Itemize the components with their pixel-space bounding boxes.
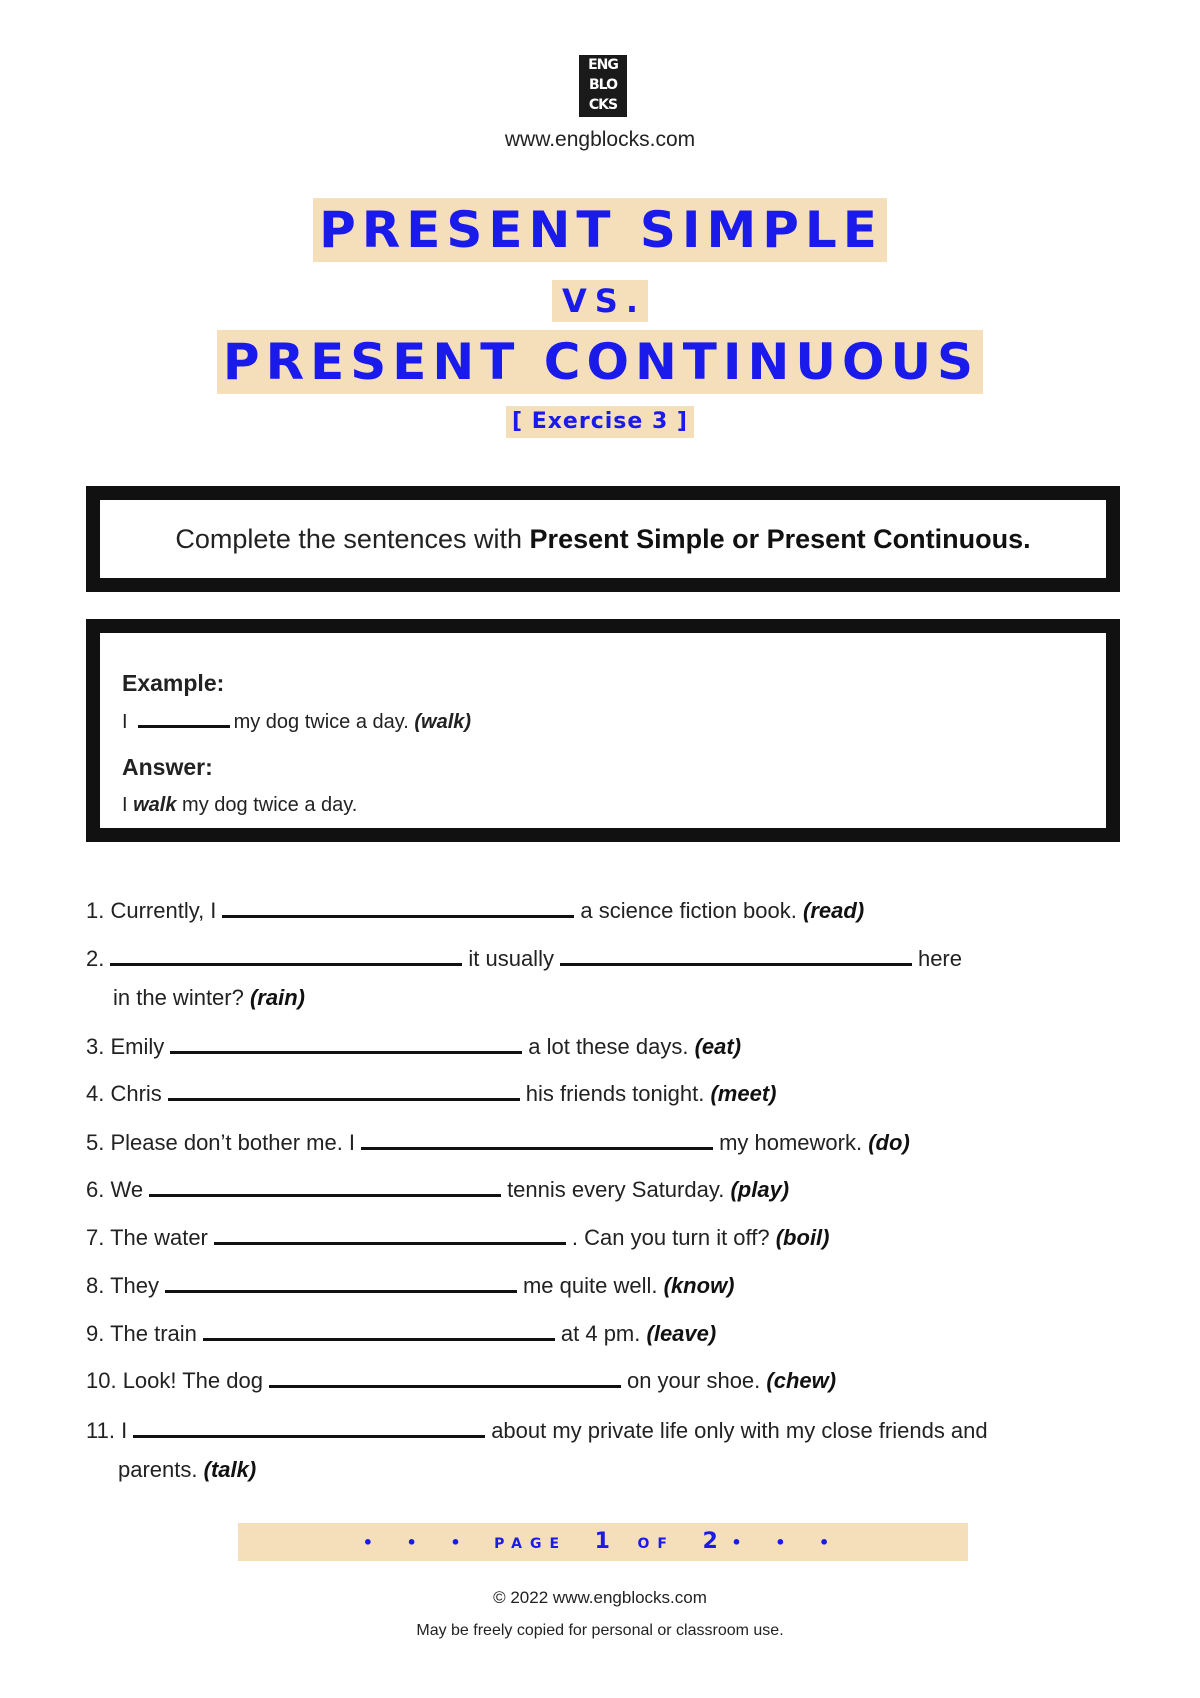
title-line-1: PRESENT SIMPLE xyxy=(313,198,887,262)
answer-blank[interactable] xyxy=(203,1318,555,1341)
pager-dots-left: • • • xyxy=(362,1533,475,1552)
item-text-before: 10. Look! The dog xyxy=(86,1368,263,1393)
verb-hint: (leave) xyxy=(646,1321,717,1346)
verb-hint: (play) xyxy=(730,1177,790,1202)
exercise-item-1 xyxy=(86,895,1126,926)
item-text-before: 1. Currently, I xyxy=(86,898,217,923)
answer-blank[interactable] xyxy=(168,1078,520,1101)
answer-blank[interactable] xyxy=(269,1365,621,1388)
exercise-item-11-continuation xyxy=(118,1455,256,1485)
verb-hint: (rain) xyxy=(249,985,305,1010)
answer-start: I xyxy=(122,794,128,816)
pager-page-label: PAGE xyxy=(494,1536,568,1552)
item-text-before: 4. Chris xyxy=(86,1081,162,1106)
item-text-before: 5. Please don’t bother me. I xyxy=(86,1130,356,1155)
item-text-after: at 4 pm. xyxy=(560,1321,641,1346)
item-text-before: 8. They xyxy=(86,1273,159,1298)
item-text-before: 9. The train xyxy=(86,1321,197,1346)
engblocks-logo xyxy=(579,55,627,117)
instruction-text xyxy=(100,500,1106,578)
pager-current: 1 xyxy=(594,1529,610,1554)
example-heading: Example: xyxy=(122,670,225,696)
verb-hint: (chew) xyxy=(766,1368,837,1393)
answer-blank[interactable] xyxy=(361,1127,713,1150)
verb-hint: (talk) xyxy=(203,1457,257,1482)
item-continuation: parents. xyxy=(118,1457,198,1482)
exercise-item-9 xyxy=(86,1318,1126,1349)
page-indicator xyxy=(238,1523,968,1561)
logo-line-3: CKS xyxy=(588,97,618,113)
exercise-item-4 xyxy=(86,1078,1126,1109)
answer-blank[interactable] xyxy=(170,1031,522,1054)
exercise-item-11 xyxy=(86,1415,1126,1446)
item-text-middle: it usually xyxy=(468,946,554,971)
item-text-after: . Can you turn it off? xyxy=(571,1225,770,1250)
item-text-after: on your shoe. xyxy=(626,1368,761,1393)
exercise-item-6 xyxy=(86,1174,1126,1205)
answer-sentence xyxy=(122,791,1106,819)
item-text-before: 11. I xyxy=(86,1418,128,1443)
site-url[interactable]: www.engblocks.com xyxy=(504,128,696,151)
item-text-after: his friends tonight. xyxy=(525,1081,705,1106)
item-text-before: 7. The water xyxy=(86,1225,208,1250)
exercise-item-7 xyxy=(86,1222,1126,1253)
answer-end: my dog twice a day. xyxy=(182,794,358,816)
item-text-after: a science fiction book. xyxy=(580,898,797,923)
title-line-3: PRESENT CONTINUOUS xyxy=(217,330,983,394)
verb-hint: (meet) xyxy=(710,1081,777,1106)
answer-blank[interactable] xyxy=(133,1415,485,1438)
answer-heading: Answer: xyxy=(122,754,213,780)
answer-word: walk xyxy=(133,794,177,816)
logo-line-1: ENG xyxy=(588,57,618,73)
item-text-before: 2. xyxy=(86,946,105,971)
footer-copyright: © 2022 www.engblocks.com xyxy=(493,1588,707,1607)
example-hint: (walk) xyxy=(414,711,472,733)
answer-blank[interactable] xyxy=(165,1270,517,1293)
answer-blank[interactable] xyxy=(560,943,912,966)
exercise-item-2-continuation xyxy=(113,983,305,1013)
exercise-item-10 xyxy=(86,1365,1126,1396)
verb-hint: (do) xyxy=(868,1130,910,1155)
pager-of-label: OF xyxy=(637,1536,675,1552)
example-start: I xyxy=(122,711,128,733)
item-text-before: 3. Emily xyxy=(86,1034,165,1059)
item-text-after: me quite well. xyxy=(522,1273,658,1298)
verb-hint: (eat) xyxy=(694,1034,742,1059)
answer-blank[interactable] xyxy=(222,895,574,918)
example-blank xyxy=(138,707,230,728)
verb-hint: (boil) xyxy=(775,1225,830,1250)
item-text-after: tennis every Saturday. xyxy=(507,1177,725,1202)
verb-hint: (read) xyxy=(803,898,865,923)
answer-blank[interactable] xyxy=(214,1222,566,1245)
exercise-item-3 xyxy=(86,1031,1126,1062)
pager-dots-right: • • • xyxy=(731,1533,844,1552)
item-text-after: a lot these days. xyxy=(528,1034,689,1059)
footer-license: May be freely copied for personal or classroom use. xyxy=(416,1622,784,1639)
item-text-after: here xyxy=(917,946,962,971)
title-vs: VS. xyxy=(552,280,648,322)
answer-blank[interactable] xyxy=(149,1174,501,1197)
exercise-item-2 xyxy=(86,943,1126,974)
exercise-subtitle: [ Exercise 3 ] xyxy=(506,406,694,438)
instruction-prefix: Complete the sentences with xyxy=(175,524,530,554)
instruction-box xyxy=(86,486,1120,592)
item-continuation: in the winter? xyxy=(113,985,244,1010)
item-text-after: about my private life only with my close friends and xyxy=(491,1418,988,1443)
answer-blank[interactable] xyxy=(110,943,462,966)
item-text-after: my homework. xyxy=(719,1130,863,1155)
instruction-bold: Present Simple or Present Continuous. xyxy=(529,524,1031,554)
exercise-item-5 xyxy=(86,1127,1126,1158)
logo-line-2: BLO xyxy=(589,77,617,93)
example-sentence xyxy=(122,707,1106,736)
pager-total: 2 xyxy=(702,1529,718,1554)
verb-hint: (know) xyxy=(663,1273,735,1298)
exercise-item-8 xyxy=(86,1270,1126,1301)
example-box xyxy=(86,619,1120,842)
item-text-before: 6. We xyxy=(86,1177,144,1202)
example-end: my dog twice a day. xyxy=(233,711,409,733)
